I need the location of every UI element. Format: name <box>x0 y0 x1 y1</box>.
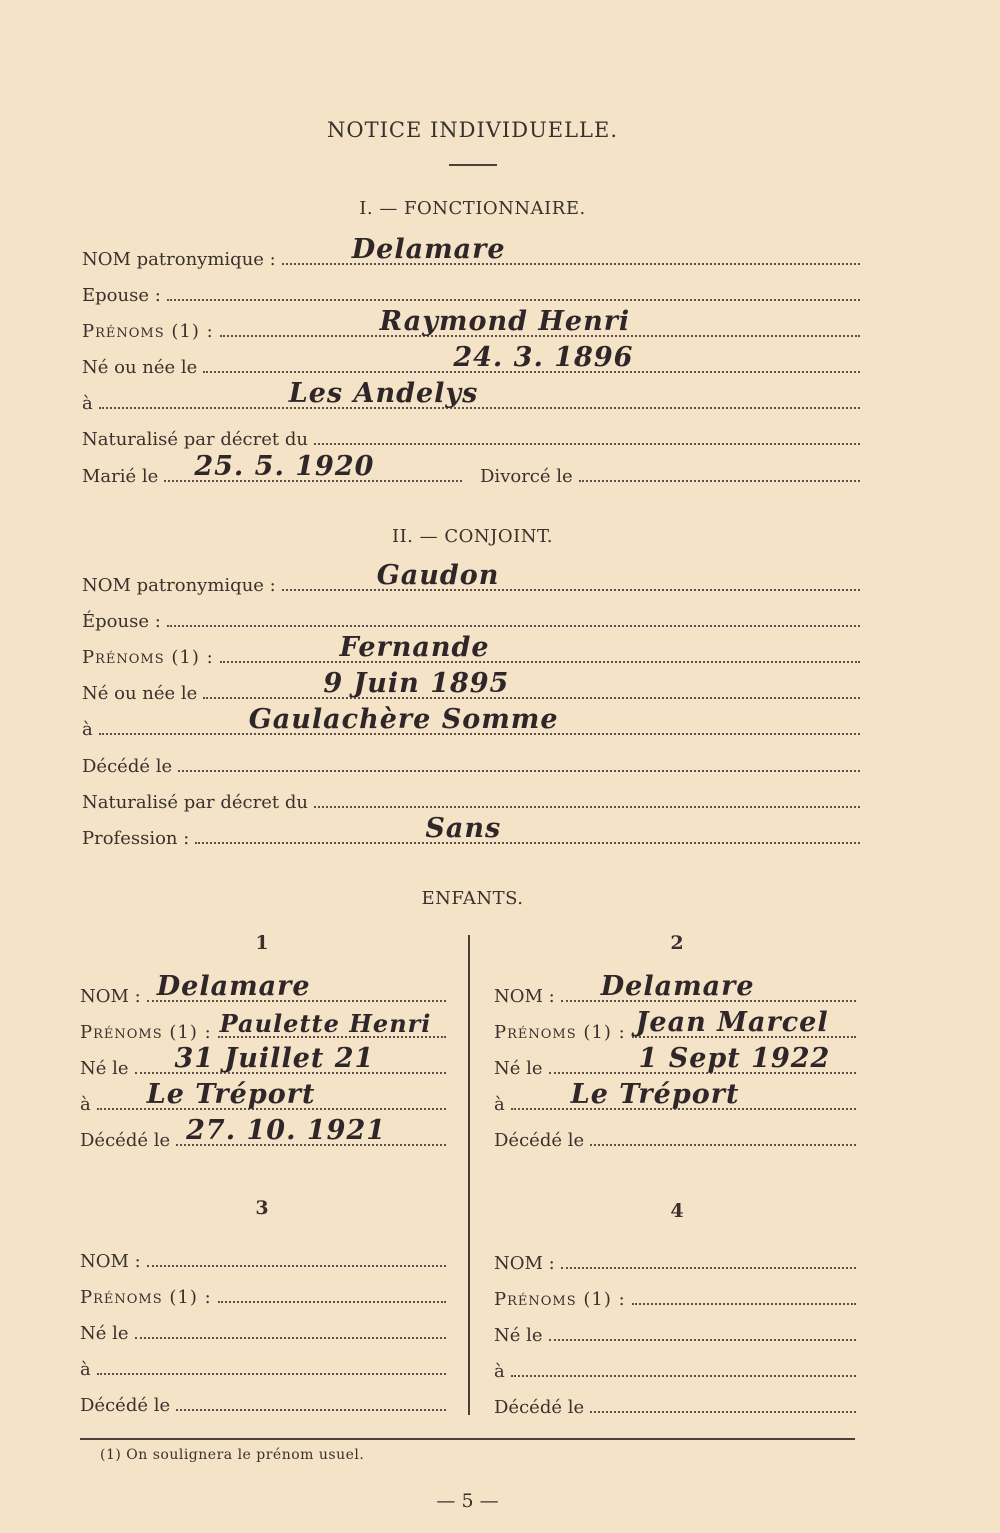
enfant-1-naissance-field[interactable] <box>80 1043 446 1079</box>
enfant-3-number: 3 <box>255 1197 269 1219</box>
conjoint-naissance-value: 9 Juin 1895 <box>323 668 510 699</box>
enfant-3-deces-line <box>176 1387 446 1411</box>
enfant-2-nom-label: NOM : <box>494 986 555 1007</box>
conjoint-prenoms-label: Prénoms (1) : <box>82 647 214 668</box>
conjoint-lieu-field[interactable] <box>82 704 860 740</box>
fonctionnaire-prenoms-label: Prénoms (1) : <box>82 321 214 342</box>
enfant-3-prenoms-label: Prénoms (1) : <box>80 1287 212 1308</box>
fonctionnaire-prenoms-field[interactable] <box>82 306 860 342</box>
conjoint-epouse-field[interactable] <box>82 602 860 632</box>
enfant-4-deces-label: Décédé le <box>494 1397 585 1418</box>
enfant-1-prenoms-line <box>218 1009 446 1038</box>
enfant-3-nom-field[interactable] <box>80 1242 446 1272</box>
fonctionnaire-nom-label: NOM patronymique : <box>82 249 276 270</box>
enfant-3-deces-label: Décédé le <box>80 1395 171 1416</box>
enfant-3-nom-line <box>147 1243 446 1267</box>
fonctionnaire-naturalise-line <box>314 421 860 445</box>
enfant-4-prenoms-line <box>632 1281 856 1305</box>
conjoint-profession-line <box>195 813 860 844</box>
enfant-4-prenoms-field[interactable] <box>494 1280 856 1310</box>
conjoint-deces-field[interactable] <box>82 747 860 777</box>
enfant-2-nom-line <box>561 971 856 1002</box>
enfant-4-deces-field[interactable] <box>494 1388 856 1418</box>
enfant-1-nom-value: Delamare <box>156 971 311 1002</box>
enfant-1-naissance-label: Né le <box>80 1058 129 1079</box>
enfant-4-lieu-label: à <box>494 1361 505 1382</box>
enfant-2-prenoms-value: Jean Marcel <box>635 1007 829 1038</box>
conjoint-profession-value: Sans <box>425 813 502 844</box>
enfant-2-number: 2 <box>670 932 684 954</box>
fonctionnaire-prenoms-value: Raymond Henri <box>379 306 631 337</box>
enfant-2-prenoms-label: Prénoms (1) : <box>494 1022 626 1043</box>
fonctionnaire-naissance-field[interactable] <box>82 342 860 378</box>
page-title: NOTICE INDIVIDUELLE. <box>327 118 618 142</box>
fonctionnaire-epouse-label: Epouse : <box>82 285 161 306</box>
enfant-3-prenoms-field[interactable] <box>80 1278 446 1308</box>
enfant-1-nom-line <box>147 971 446 1002</box>
enfant-1-deces-label: Décédé le <box>80 1130 171 1151</box>
enfant-2-prenoms-line <box>632 1007 856 1038</box>
enfant-1-prenoms-field[interactable] <box>80 1009 446 1043</box>
enfant-4-deces-line <box>590 1389 856 1413</box>
enfant-1-prenoms-value: Paulette Henri <box>219 1009 432 1038</box>
enfant-2-lieu-label: à <box>494 1094 505 1115</box>
enfant-3-prenoms-line <box>218 1279 446 1303</box>
enfant-2-lieu-value: Le Tréport <box>570 1079 740 1110</box>
section-conjoint-heading: II. — CONJOINT. <box>391 526 554 547</box>
enfant-1-lieu-line <box>97 1079 446 1110</box>
fonctionnaire-divorce-line <box>579 458 860 482</box>
enfant-2-naissance-line <box>549 1043 856 1074</box>
conjoint-epouse-line <box>167 603 860 627</box>
enfant-3-naissance-field[interactable] <box>80 1314 446 1344</box>
fonctionnaire-divorce-field[interactable] <box>480 457 860 487</box>
enfant-2-deces-line <box>590 1122 856 1146</box>
conjoint-profession-label: Profession : <box>82 828 190 849</box>
enfant-4-lieu-line <box>511 1353 856 1377</box>
fonctionnaire-lieu-field[interactable] <box>82 378 860 414</box>
enfant-1-nom-field[interactable] <box>80 971 446 1007</box>
enfant-1-number: 1 <box>255 932 269 954</box>
enfant-1-deces-value: 27. 10. 1921 <box>186 1115 387 1146</box>
enfant-1-prenoms-label: Prénoms (1) : <box>80 1022 212 1043</box>
fonctionnaire-mariage-line <box>164 451 462 482</box>
enfant-2-prenoms-field[interactable] <box>494 1007 856 1043</box>
conjoint-nom-line <box>282 560 860 591</box>
enfant-1-lieu-field[interactable] <box>80 1079 446 1115</box>
fonctionnaire-prenoms-line <box>220 306 860 337</box>
section-enfants-heading: ENFANTS. <box>421 888 524 909</box>
fonctionnaire-lieu-line <box>99 378 860 409</box>
conjoint-nom-field[interactable] <box>82 560 860 596</box>
enfant-4-nom-line <box>561 1245 856 1269</box>
section-fonctionnaire-heading: I. — FONCTIONNAIRE. <box>359 198 586 219</box>
enfant-2-lieu-line <box>511 1079 856 1110</box>
conjoint-profession-field[interactable] <box>82 813 860 849</box>
conjoint-naissance-line <box>203 668 860 699</box>
enfant-1-lieu-label: à <box>80 1094 91 1115</box>
enfant-2-naissance-value: 1 Sept 1922 <box>638 1043 831 1074</box>
enfant-2-deces-field[interactable] <box>494 1121 856 1151</box>
enfant-2-lieu-field[interactable] <box>494 1079 856 1115</box>
fonctionnaire-nom-line <box>282 234 860 265</box>
conjoint-naissance-label: Né ou née le <box>82 683 198 704</box>
fonctionnaire-naturalise-label: Naturalisé par décret du <box>82 429 308 450</box>
enfant-1-naissance-line <box>135 1043 446 1074</box>
enfant-1-naissance-value: 31 Juillet 21 <box>174 1043 375 1074</box>
conjoint-deces-label: Décédé le <box>82 756 173 777</box>
footnote-rule <box>80 1438 855 1440</box>
enfant-3-naissance-line <box>135 1315 446 1339</box>
enfant-3-lieu-field[interactable] <box>80 1350 446 1380</box>
conjoint-deces-line <box>178 748 860 772</box>
conjoint-lieu-line <box>99 704 860 735</box>
conjoint-lieu-value: Gaulachère Somme <box>248 704 559 735</box>
conjoint-naturalise-field[interactable] <box>82 783 860 813</box>
fonctionnaire-epouse-field[interactable] <box>82 276 860 306</box>
fonctionnaire-nom-field[interactable] <box>82 234 860 270</box>
enfant-1-lieu-value: Le Tréport <box>146 1079 316 1110</box>
conjoint-prenoms-field[interactable] <box>82 632 860 668</box>
fonctionnaire-naturalise-field[interactable] <box>82 420 860 450</box>
enfant-4-lieu-field[interactable] <box>494 1352 856 1382</box>
enfant-4-naissance-label: Né le <box>494 1325 543 1346</box>
fonctionnaire-lieu-value: Les Andelys <box>288 378 479 409</box>
enfant-2-naissance-field[interactable] <box>494 1043 856 1079</box>
enfant-4-number: 4 <box>670 1200 684 1222</box>
conjoint-naissance-field[interactable] <box>82 668 860 704</box>
conjoint-naturalise-label: Naturalisé par décret du <box>82 792 308 813</box>
enfant-2-nom-field[interactable] <box>494 971 856 1007</box>
enfant-4-naissance-line <box>549 1317 856 1341</box>
conjoint-nom-label: NOM patronymique : <box>82 575 276 596</box>
page-number: — 5 — <box>436 1490 499 1512</box>
fonctionnaire-naissance-label: Né ou née le <box>82 357 198 378</box>
fonctionnaire-lieu-label: à <box>82 393 93 414</box>
enfant-2-deces-label: Décédé le <box>494 1130 585 1151</box>
fonctionnaire-mariage-value: 25. 5. 1920 <box>194 451 375 482</box>
enfant-4-naissance-field[interactable] <box>494 1316 856 1346</box>
fonctionnaire-nom-value: Delamare <box>351 234 506 265</box>
enfants-column-divider <box>468 935 470 1415</box>
footnote: (1) On soulignera le prénom usuel. <box>100 1447 365 1463</box>
conjoint-lieu-label: à <box>82 719 93 740</box>
enfant-4-prenoms-label: Prénoms (1) : <box>494 1289 626 1310</box>
enfant-3-nom-label: NOM : <box>80 1251 141 1272</box>
enfant-1-deces-field[interactable] <box>80 1115 446 1151</box>
enfant-2-naissance-label: Né le <box>494 1058 543 1079</box>
enfant-3-naissance-label: Né le <box>80 1323 129 1344</box>
enfant-3-lieu-label: à <box>80 1359 91 1380</box>
fonctionnaire-epouse-line <box>167 277 860 301</box>
enfant-2-nom-value: Delamare <box>600 971 755 1002</box>
title-rule <box>449 164 497 166</box>
enfant-3-lieu-line <box>97 1351 446 1375</box>
fonctionnaire-mariage-field[interactable] <box>82 451 462 487</box>
conjoint-prenoms-line <box>220 632 860 663</box>
enfant-1-deces-line <box>176 1115 446 1146</box>
conjoint-epouse-label: Épouse : <box>82 611 161 632</box>
conjoint-prenoms-value: Fernande <box>339 632 490 663</box>
fonctionnaire-divorce-label: Divorcé le <box>480 466 573 487</box>
conjoint-naturalise-line <box>314 784 860 808</box>
enfant-4-nom-label: NOM : <box>494 1253 555 1274</box>
fonctionnaire-mariage-label: Marié le <box>82 466 159 487</box>
enfant-1-nom-label: NOM : <box>80 986 141 1007</box>
enfant-4-nom-field[interactable] <box>494 1244 856 1274</box>
fonctionnaire-naissance-line <box>203 342 860 373</box>
enfant-3-deces-field[interactable] <box>80 1386 446 1416</box>
conjoint-nom-value: Gaudon <box>376 560 500 591</box>
fonctionnaire-naissance-value: 24. 3. 1896 <box>453 342 634 373</box>
